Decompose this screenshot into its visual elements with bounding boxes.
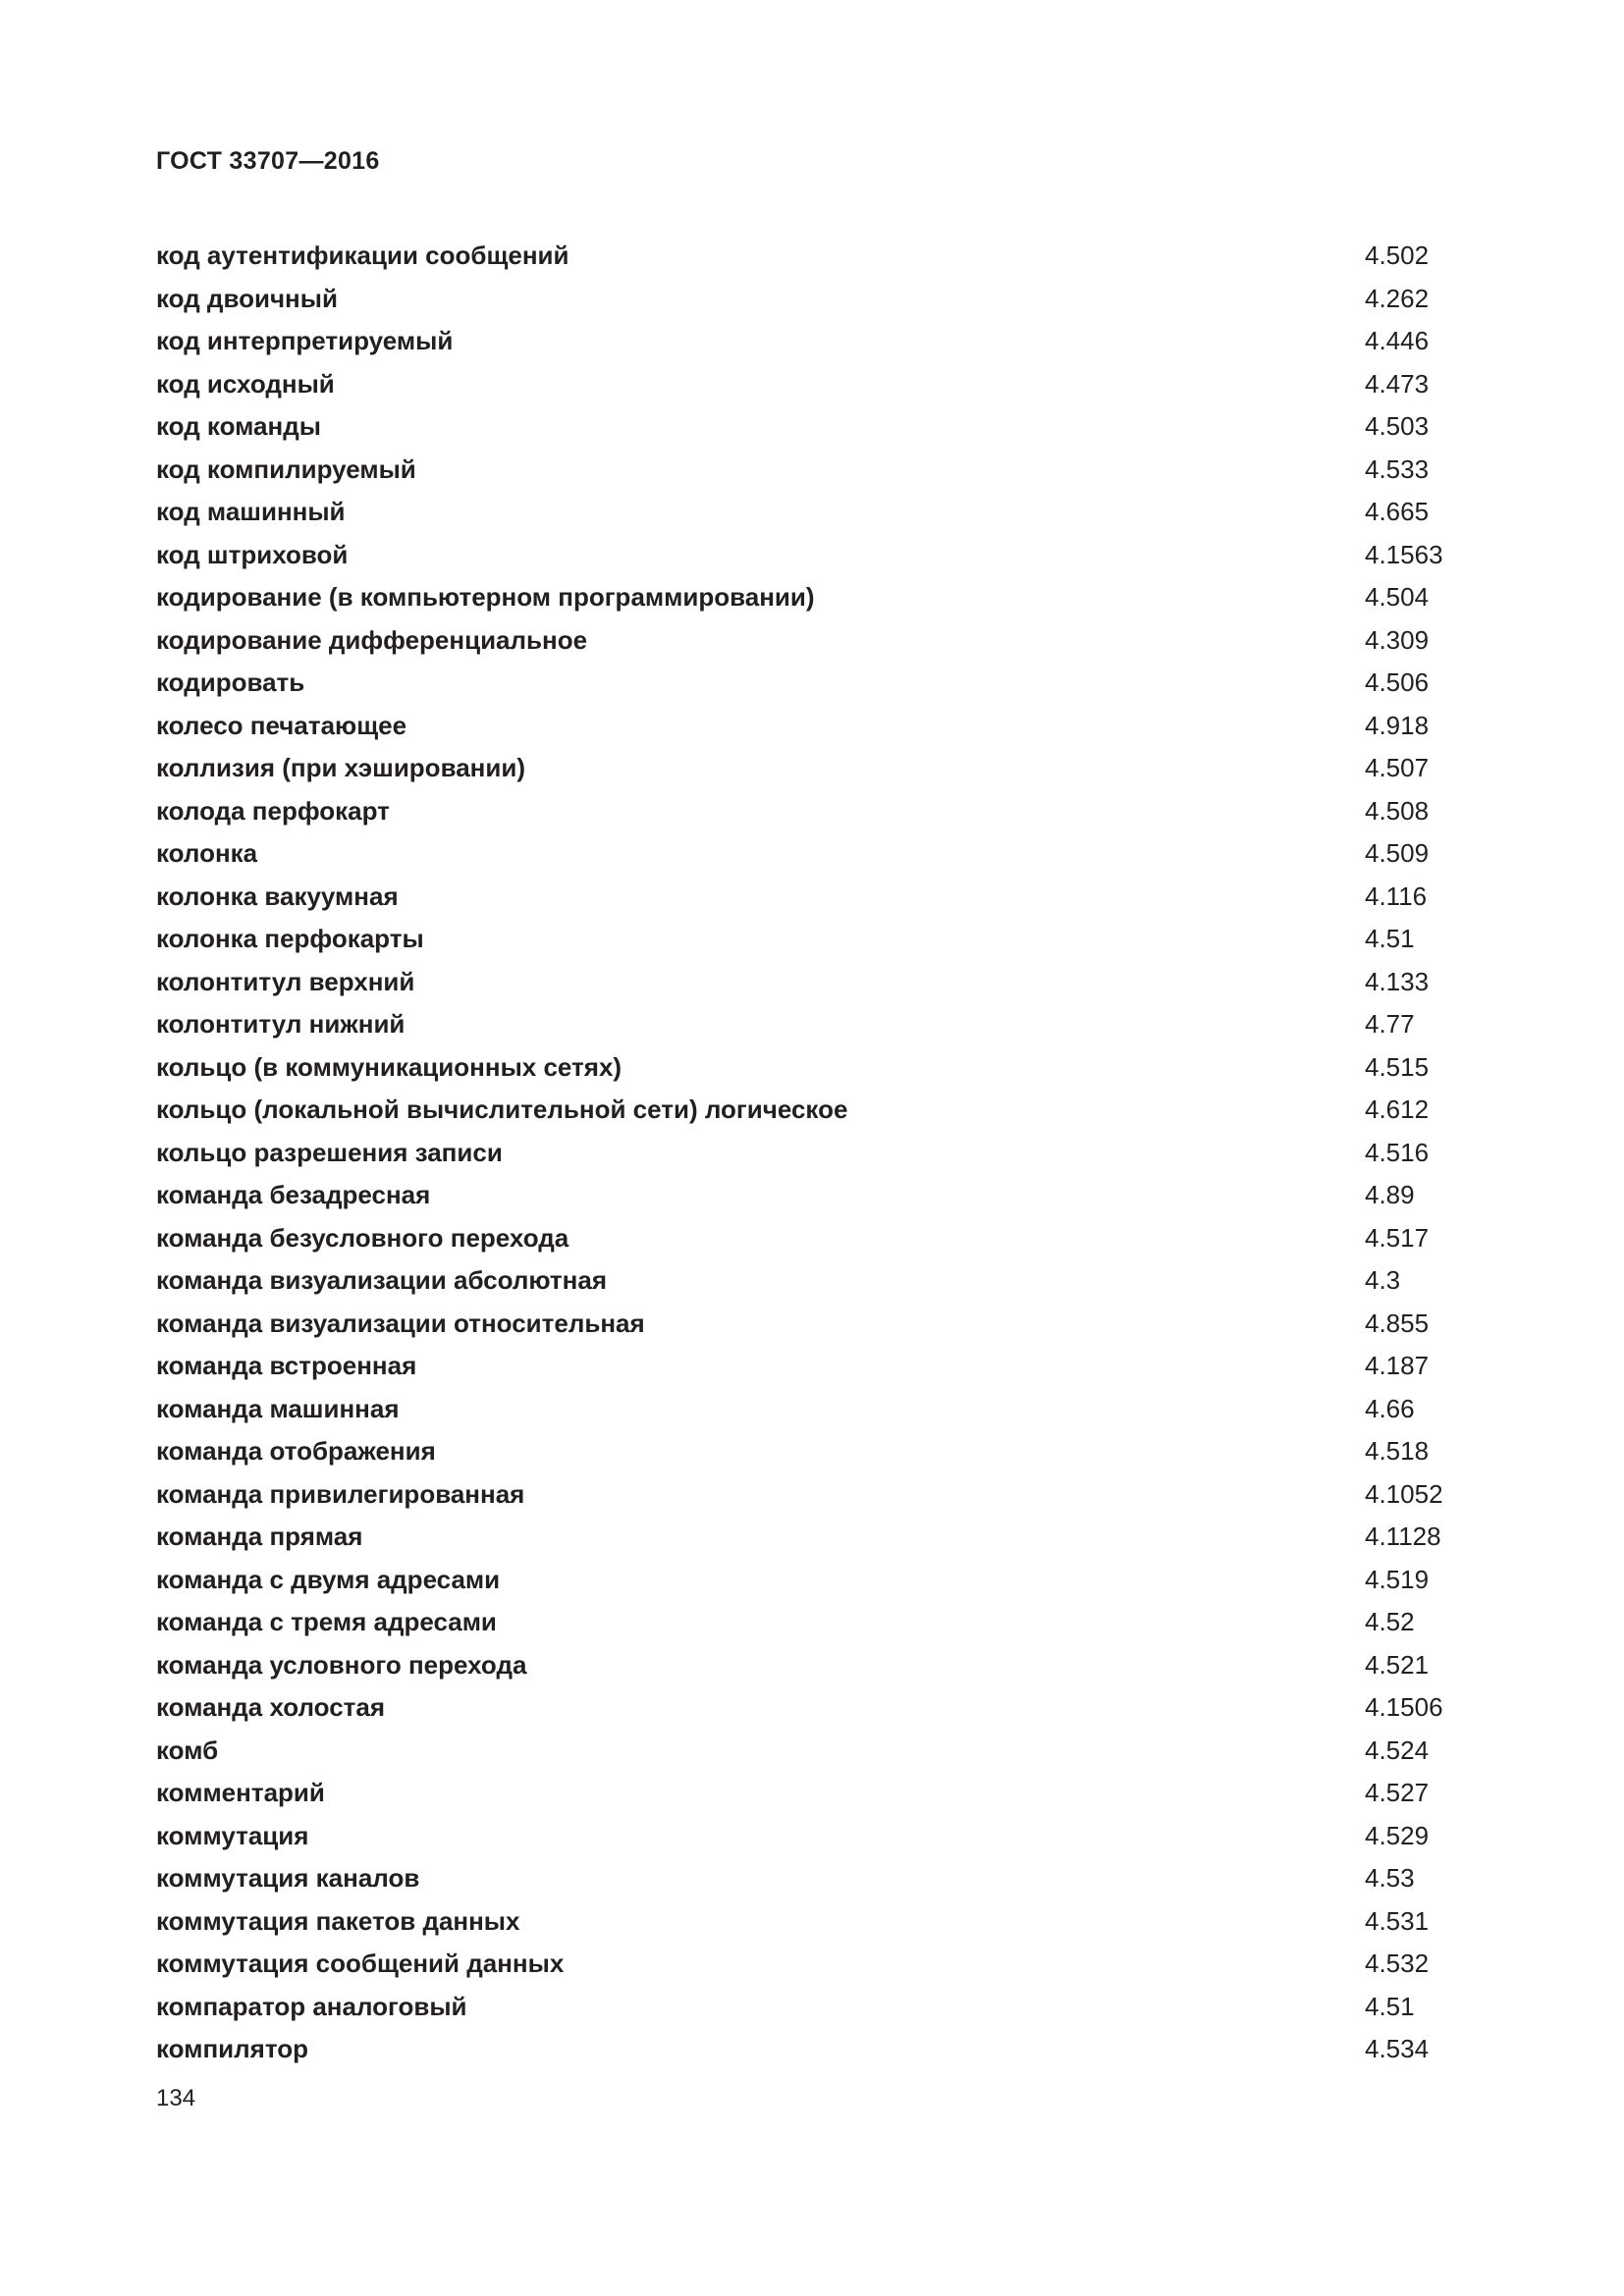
- index-reference-number: 4.502: [1365, 240, 1430, 270]
- index-entry: [156, 1733, 1472, 1776]
- index-entry: [156, 238, 1472, 281]
- index-entry: [156, 452, 1472, 495]
- index-reference-number: 4.1563: [1365, 539, 1443, 569]
- page-number: 134: [156, 2085, 196, 2111]
- index-entry: [156, 579, 1472, 622]
- index-reference-number: 4.503: [1365, 411, 1430, 441]
- index-term: коммутация: [156, 1820, 309, 1850]
- index-term: колонка: [156, 838, 258, 868]
- index-entry: [156, 708, 1472, 751]
- index-reference-number: 4.612: [1365, 1095, 1430, 1124]
- index-term: кодировать: [156, 667, 305, 697]
- index-term: колонтитул верхний: [156, 966, 415, 996]
- index-reference-number: 4.508: [1365, 795, 1430, 826]
- index-term: команда отображения: [156, 1436, 436, 1466]
- index-term: команда безусловного перехода: [156, 1222, 569, 1253]
- index-reference-number: 4.133: [1365, 966, 1430, 996]
- index-reference-number: 4.519: [1365, 1564, 1430, 1594]
- index-reference-number: 4.77: [1365, 1009, 1415, 1039]
- index-entry: [156, 1049, 1472, 1093]
- index-term: код аутентификации сообщений: [156, 240, 569, 270]
- index-reference-number: 4.66: [1365, 1393, 1415, 1423]
- index-reference-number: 4.53: [1365, 1863, 1415, 1893]
- index-reference-number: 4.533: [1365, 454, 1430, 484]
- index-entry: [156, 1946, 1472, 1989]
- index-reference-number: 4.517: [1365, 1222, 1430, 1253]
- index-reference-number: 4.524: [1365, 1735, 1430, 1765]
- index-entry: [156, 1519, 1472, 1562]
- index-entry: [156, 665, 1472, 708]
- index-reference-number: 4.116: [1365, 881, 1428, 911]
- index-reference-number: 4.529: [1365, 1820, 1430, 1850]
- index-entry: [156, 537, 1472, 580]
- index-reference-number: 4.532: [1365, 1949, 1430, 1978]
- index-term: кольцо (локальной вычислительной сети) логическое: [156, 1095, 848, 1124]
- index-term: компаратор аналоговый: [156, 1991, 467, 2021]
- index-term: колода перфокарт: [156, 795, 390, 826]
- index-term: код штриховой: [156, 539, 349, 569]
- index-entry: [156, 1177, 1472, 1220]
- index-reference-number: 4.504: [1365, 582, 1430, 612]
- index-entry: [156, 750, 1472, 793]
- term-index-list: [156, 238, 1472, 2074]
- index-entry: [156, 281, 1472, 324]
- index-reference-number: 4.518: [1365, 1436, 1430, 1466]
- index-entry: [156, 1433, 1472, 1476]
- index-reference-number: 4.534: [1365, 2034, 1430, 2063]
- index-entry: [156, 879, 1472, 922]
- index-reference-number: 4.521: [1365, 1649, 1430, 1680]
- index-reference-number: 4.506: [1365, 667, 1430, 697]
- index-entry: [156, 1562, 1472, 1605]
- index-term: команда с двумя адресами: [156, 1564, 501, 1594]
- index-reference-number: 4.446: [1365, 326, 1430, 355]
- index-term: колесо печатающее: [156, 710, 407, 740]
- index-entry: [156, 1135, 1472, 1178]
- index-reference-number: 4.507: [1365, 753, 1430, 782]
- index-term: код компилируемый: [156, 454, 416, 484]
- index-entry: [156, 1903, 1472, 1947]
- index-entry: [156, 1006, 1472, 1049]
- index-term: кодирование (в компьютерном программировании): [156, 582, 815, 612]
- index-term: коммутация каналов: [156, 1863, 420, 1893]
- index-reference-number: 4.1128: [1365, 1522, 1441, 1551]
- index-term: команда холостая: [156, 1692, 386, 1722]
- index-entry: [156, 921, 1472, 964]
- index-term: команда встроенная: [156, 1351, 417, 1380]
- index-term: коммутация сообщений данных: [156, 1949, 565, 1978]
- index-reference-number: 4.187: [1365, 1351, 1430, 1380]
- index-entry: [156, 1689, 1472, 1733]
- index-reference-number: 4.855: [1365, 1308, 1430, 1338]
- index-entry: [156, 1220, 1472, 1263]
- index-reference-number: 4.509: [1365, 838, 1430, 868]
- index-term: кольцо разрешения записи: [156, 1137, 503, 1167]
- index-term: код команды: [156, 411, 321, 441]
- index-reference-number: 4.51: [1365, 1991, 1415, 2021]
- index-term: комб: [156, 1735, 219, 1765]
- index-entry: [156, 2031, 1472, 2074]
- index-term: команда привилегированная: [156, 1478, 525, 1509]
- index-entry: [156, 1860, 1472, 1903]
- index-entry: [156, 835, 1472, 879]
- document-header: ГОСТ 33707—2016: [156, 147, 380, 175]
- index-term: колонка перфокарты: [156, 924, 424, 953]
- index-entry: [156, 366, 1472, 409]
- index-term: кодирование дифференциальное: [156, 624, 588, 655]
- index-entry: [156, 1818, 1472, 1861]
- index-entry: [156, 1775, 1472, 1818]
- index-reference-number: 4.51: [1365, 924, 1415, 953]
- index-term: команда машинная: [156, 1393, 400, 1423]
- index-term: код исходный: [156, 368, 335, 399]
- index-entry: [156, 1348, 1472, 1391]
- index-entry: [156, 323, 1472, 366]
- index-term: код интерпретируемый: [156, 326, 454, 355]
- index-entry: [156, 793, 1472, 836]
- index-reference-number: 4.1506: [1365, 1692, 1443, 1722]
- index-reference-number: 4.527: [1365, 1778, 1430, 1807]
- index-entry: [156, 1604, 1472, 1647]
- index-reference-number: 4.515: [1365, 1051, 1430, 1082]
- index-entry: [156, 1092, 1472, 1135]
- index-reference-number: 4.531: [1365, 1905, 1430, 1936]
- index-entry: [156, 1391, 1472, 1434]
- index-term: код двоичный: [156, 283, 338, 313]
- index-term: колонка вакуумная: [156, 881, 399, 911]
- index-term: код машинный: [156, 497, 346, 526]
- index-term: команда безадресная: [156, 1180, 431, 1209]
- index-entry: [156, 1476, 1472, 1520]
- index-term: команда визуализации относительная: [156, 1308, 645, 1338]
- index-reference-number: 4.665: [1365, 497, 1430, 526]
- index-reference-number: 4.1052: [1365, 1478, 1443, 1509]
- index-reference-number: 4.89: [1365, 1180, 1415, 1209]
- index-entry: [156, 1262, 1472, 1306]
- index-reference-number: 4.918: [1365, 710, 1430, 740]
- index-term: команда с тремя адресами: [156, 1607, 497, 1636]
- index-entry: [156, 1306, 1472, 1349]
- index-term: команда прямая: [156, 1522, 363, 1551]
- index-term: комментарий: [156, 1778, 325, 1807]
- index-term: кольцо (в коммуникационных сетях): [156, 1051, 623, 1082]
- index-reference-number: 4.309: [1365, 624, 1430, 655]
- index-term: коммутация пакетов данных: [156, 1905, 520, 1936]
- index-term: коллизия (при хэшировании): [156, 753, 525, 782]
- index-entry: [156, 1989, 1472, 2032]
- index-reference-number: 4.3: [1365, 1265, 1401, 1295]
- index-reference-number: 4.516: [1365, 1137, 1430, 1167]
- index-entry: [156, 494, 1472, 537]
- index-reference-number: 4.262: [1365, 283, 1430, 313]
- index-entry: [156, 408, 1472, 452]
- index-term: компилятор: [156, 2034, 308, 2063]
- index-term: команда визуализации абсолютная: [156, 1265, 607, 1295]
- index-entry: [156, 1647, 1472, 1690]
- index-reference-number: 4.473: [1365, 368, 1430, 399]
- index-entry: [156, 964, 1472, 1007]
- index-entry: [156, 622, 1472, 666]
- index-term: колонтитул нижний: [156, 1009, 406, 1039]
- index-reference-number: 4.52: [1365, 1607, 1415, 1636]
- index-term: команда условного перехода: [156, 1649, 527, 1680]
